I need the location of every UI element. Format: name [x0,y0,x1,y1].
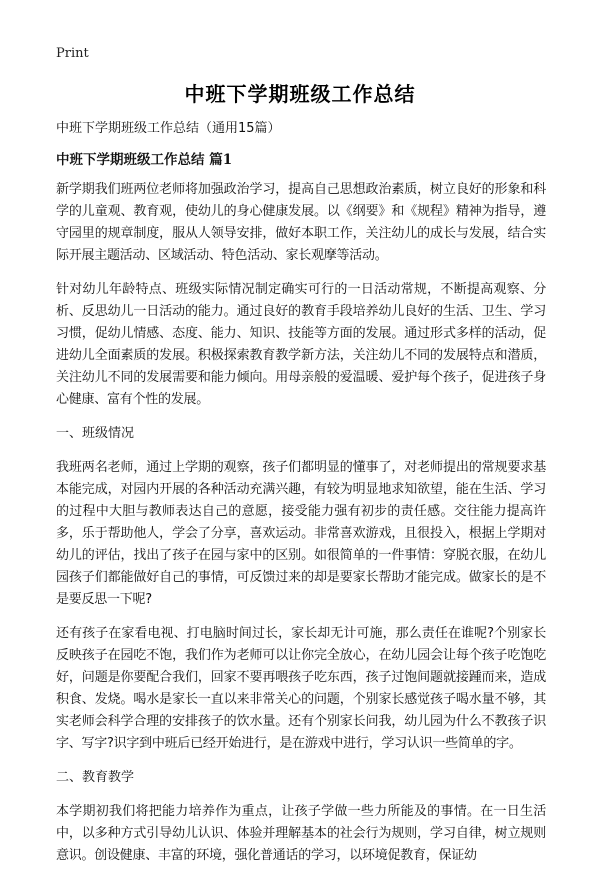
paragraph-intro: 新学期我们班两位老师将加强政治学习，提高自己思想政治素质，树立良好的形象和科学的儿童观、教育观，使幼儿的身心健康发展。以《纲要》和《规程》精神为指导，遵守园里的规章制度，服从人领导安排，做好本职工作，关注幼儿的成长与发展，结合实际开展主题活动、区域活动、特色活动、家长观摩等活动。 [56,182,546,263]
paragraph-teaching: 本学期初我们将把能力培养作为重点，让孩子学做一些力所能及的事情。在一日生活中，以多种方式引导幼儿认识、体验并理解基本的社会行为规则，学习自律，树立规则意识。创设健康、丰富的环境，强化普通话的学习，以环境促教育，保证幼 [56,804,546,863]
paragraph-parents: 还有孩子在家看电视、打电脑时间过长，家长却无计可施，那么责任在谁呢?个别家长反映孩子在园吃不饱，我们作为老师可以让你完全放心，在幼儿园会让每个孩子吃饱吃好，问题是你要配合我们，回家不要再喂孩子吃东西，孩子过饱间题就接踵而来，造成积食、发烧。喝水是家长一直以来非常关心的问题，个别家长感觉孩子喝水量不够，其实老师会科学合理的安排孩子的饮水量。还有个别家长问我，幼儿园为什么不教孩子识字、写字?识字到中班后已经开始进行，是在游戏中进行，学习认识一些简单的字。 [56,626,546,751]
print-link[interactable]: Print [56,46,89,61]
heading-teaching: 二、教育教学 [56,770,135,785]
heading-class-situation: 一、班级情况 [56,426,135,441]
document-title: 中班下学期班级工作总结 [184,82,416,106]
document-body [56,118,546,879]
document-subtitle: 中班下学期班级工作总结（通用15篇） [56,121,281,136]
paragraph-class-situation: 我班两名老师，通过上学期的观察，孩子们都明显的懂事了，对老师提出的常规要求基本能完成，对园内开展的各种活动充满兴趣，有较为明显地求知欲望，能在生活、学习的过程中大胆与教师表达自己的意愿，接受能力强有初步的责任感。交往能力提高许多，乐于帮助他人，学会了分享，喜欢运动。非常喜欢游戏，且很投入，根据上学期对幼儿的评估，找出了孩子在园与家中的区别。如很简单的一件事情：穿脱衣服，在幼儿园孩子们都能做好自己的事情，可反馈过来的却是要家长帮助才能完成。做家长的是不是要反思一下呢? [56,460,546,607]
section-title: 中班下学期班级工作总结 篇1 [56,152,233,168]
paragraph-routine: 针对幼儿年龄特点、班级实际情况制定确实可行的一日活动常规，不断提高观察、分析、反思幼儿一日活动的能力。通过良好的教育手段培养幼儿良好的生活、卫生、学习习惯，促幼儿情感、态度、能力、知识、技能等方面的发展。通过形式多样的活动，促进幼儿全面素质的发展。积极探索教育教学新方法，关注幼儿不同的发展特点和潜质，关注幼儿不同的发展需要和能力倾向。用母亲般的爱温暖、爱护每个孩子，促进孩子身心健康、富有个性的发展。 [56,282,546,407]
